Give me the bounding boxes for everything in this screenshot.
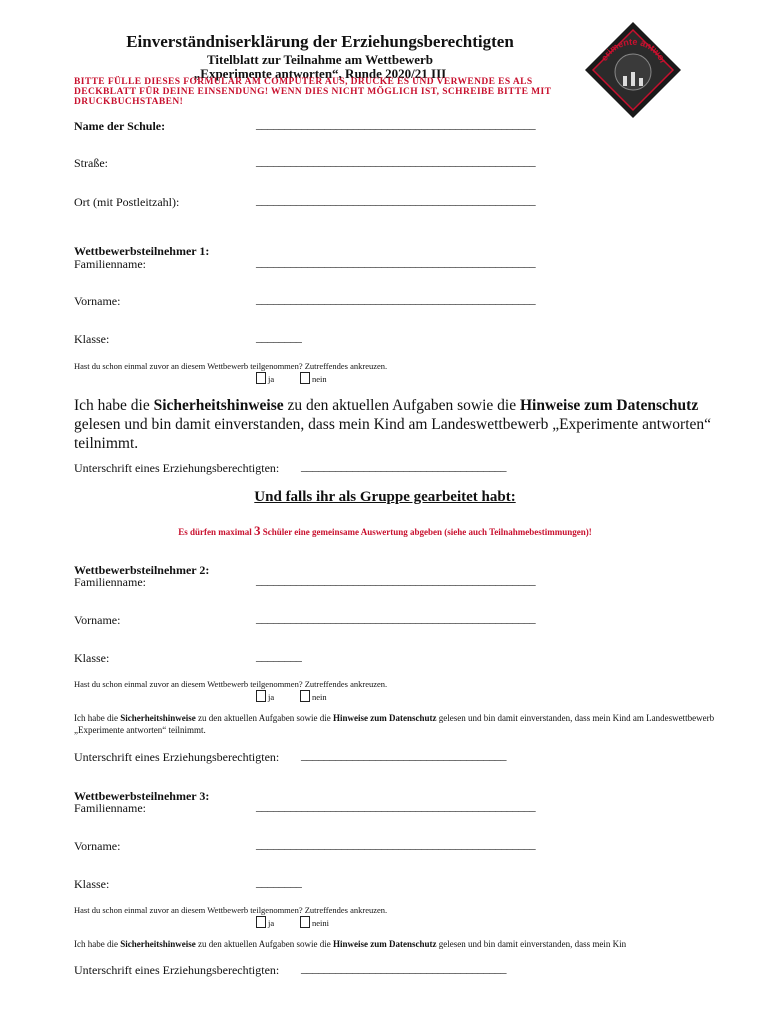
participant2-signature-label: Unterschrift eines Erziehungsberechtigten: <box>74 750 280 764</box>
participant3-question: Hast du schon einmal zuvor an diesem Wettbewerb teilgenommen? Zutreffendes ankreuzen. <box>74 905 388 915</box>
participant2-heading: Wettbewerbsteilnehmer 2: <box>74 563 210 577</box>
participant2-consent: Ich habe die Sicherheitshinweise zu den aktuellen Aufgaben sowie die Hinweise zum Datenschutz gelesen und bin damit einverstanden, dass mein Kind am Landeswettbewerb „Experimente antworten“ teilnimmt. <box>74 713 715 735</box>
signature-label: Unterschrift eines Erziehungsberechtigten: <box>74 461 280 475</box>
form-subtitle-round: „Experimente antworten“, Runde 2020/21 III <box>193 66 447 81</box>
participant2-signature-field[interactable]: ____________________________________ <box>301 748 507 762</box>
school-name-field[interactable]: _________________________________________________ <box>256 117 536 131</box>
fill-instructions: BITTE FÜLLE DIESES FORMULAR AM COMPUTER AUS, DRUCKE ES UND VERWENDE ES ALS DECKBLATT FÜR DEINE EINSENDUNG! WENN DIES NICHT MÖGLICH IST, SCHREIBE BITTE MIT DRUCKBUCHSTABEN! <box>74 77 552 107</box>
participant3-surname-field[interactable]: _________________________________________________ <box>256 799 536 813</box>
form-title: Einverständniserklärung der Erziehungsberechtigten <box>126 32 514 51</box>
participant3-firstname-label: Vorname: <box>74 839 121 853</box>
participant3-firstname-field[interactable]: _________________________________________________ <box>256 837 536 851</box>
street-label: Straße: <box>74 156 108 170</box>
checkbox[interactable] <box>256 372 266 384</box>
checkbox[interactable] <box>300 372 310 384</box>
participant2-surname-label: Familienname: <box>74 575 146 589</box>
participant3-signature-field[interactable]: ____________________________________ <box>301 961 507 975</box>
checkbox[interactable] <box>256 690 266 702</box>
participant1-no-option[interactable]: nein <box>300 372 327 384</box>
participant2-firstname-field[interactable]: _________________________________________________ <box>256 611 536 625</box>
participant3-yes-option[interactable]: ja <box>256 916 274 928</box>
checkbox[interactable] <box>256 916 266 928</box>
street-field[interactable]: _________________________________________________ <box>256 154 536 168</box>
participant1-firstname-label: Vorname: <box>74 294 121 308</box>
participant1-yes-option[interactable]: ja <box>256 372 274 384</box>
city-label: Ort (mit Postleitzahl): <box>74 195 180 209</box>
form-subtitle: Titelblatt zur Teilnahme am Wettbewerb <box>206 52 434 67</box>
participant3-surname-label: Familienname: <box>74 801 146 815</box>
group-max-note: Es dürfen maximal 3 Schüler eine gemeinsame Auswertung abgeben (siehe auch Teilnahmebestimmungen)! <box>178 523 592 538</box>
participant2-surname-field[interactable]: _________________________________________________ <box>256 573 536 587</box>
participant2-no-option[interactable]: nein <box>300 690 327 702</box>
participant1-class-label: Klasse: <box>74 332 110 346</box>
school-name-label: Name der Schule: <box>74 119 166 133</box>
participant1-class-field[interactable]: ________ <box>256 330 302 344</box>
participant3-heading: Wettbewerbsteilnehmer 3: <box>74 789 210 803</box>
participant3-signature-label: Unterschrift eines Erziehungsberechtigten: <box>74 963 280 977</box>
logo-text: erimente antwor <box>599 36 669 66</box>
participant2-firstname-label: Vorname: <box>74 613 121 627</box>
participant1-surname-field[interactable]: _________________________________________________ <box>256 255 536 269</box>
participant3-no-option[interactable]: neini <box>300 916 329 928</box>
city-field[interactable]: _________________________________________________ <box>256 193 536 207</box>
participant2-yes-option[interactable]: ja <box>256 690 274 702</box>
participant1-heading: Wettbewerbsteilnehmer 1: <box>74 244 210 258</box>
participant1-firstname-field[interactable]: _________________________________________________ <box>256 292 536 306</box>
signature-field[interactable]: ____________________________________ <box>301 459 507 473</box>
participant2-class-label: Klasse: <box>74 651 110 665</box>
experiment-logo-icon <box>583 20 683 120</box>
participant1-surname-label: Familienname: <box>74 257 146 271</box>
participant2-question: Hast du schon einmal zuvor an diesem Wettbewerb teilgenommen? Zutreffendes ankreuzen. <box>74 679 388 689</box>
checkbox[interactable] <box>300 916 310 928</box>
participant3-consent: Ich habe die Sicherheitshinweise zu den aktuellen Aufgaben sowie die Hinweise zum Datenschutz gelesen und bin damit einverstanden, dass mein Kin <box>74 939 627 949</box>
group-section-heading: Und falls ihr als Gruppe gearbeitet habt: <box>254 489 516 505</box>
participant3-class-label: Klasse: <box>74 877 110 891</box>
participant3-class-field[interactable]: ________ <box>256 875 302 889</box>
participant1-question: Hast du schon einmal zuvor an diesem Wettbewerb teilgenommen? Zutreffendes ankreuzen. <box>74 361 388 371</box>
participant2-class-field[interactable]: ________ <box>256 649 302 663</box>
consent-statement: Ich habe die Sicherheitshinweise zu den aktuellen Aufgaben sowie die Hinweise zum Datenschutz gelesen und bin damit einverstanden, dass mein Kind am Landeswettbewerb „Experimente antworten“ teilnimmt. <box>74 397 712 452</box>
checkbox[interactable] <box>300 690 310 702</box>
